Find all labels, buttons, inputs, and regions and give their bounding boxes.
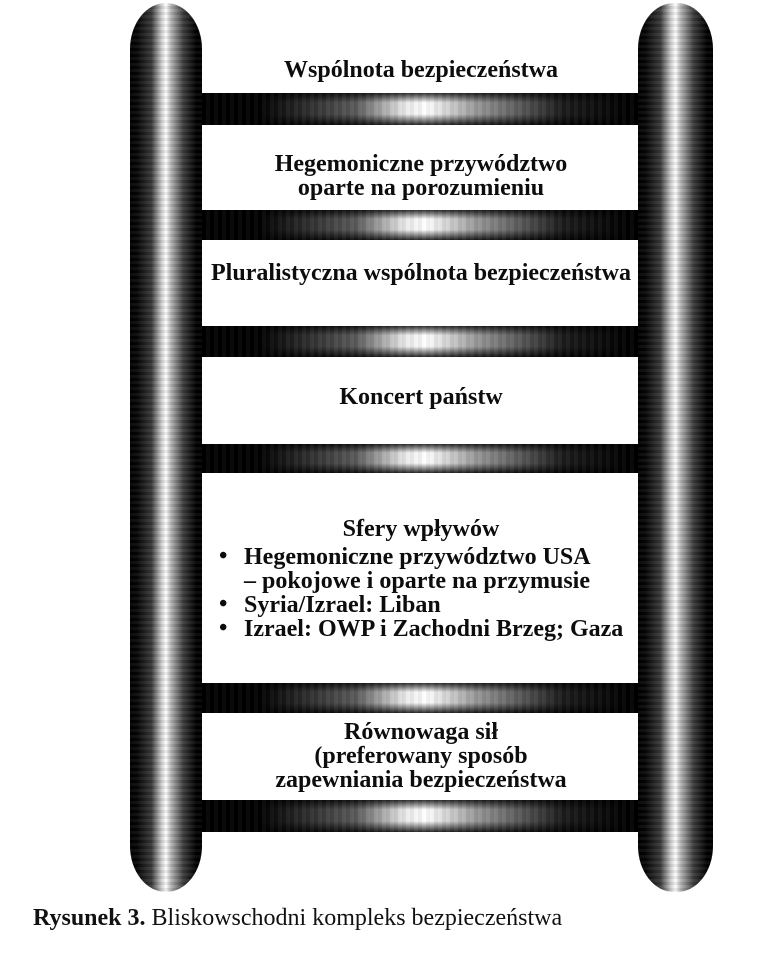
level-pluralistic-security-community <box>202 261 640 285</box>
bullet-text-line: Izrael: OWP i Zachodni Brzeg; Gaza <box>244 616 624 642</box>
level-heading: Sfery wpływów <box>342 516 500 542</box>
ladder-rung-3 <box>150 326 692 357</box>
bullet-text-line: Hegemoniczne przywództwo USA <box>244 544 591 570</box>
level-hegemonic-leadership <box>202 152 640 200</box>
ladder-rail-left <box>130 3 202 892</box>
level-spheres-of-influence <box>202 517 640 641</box>
level-concert-of-states <box>202 385 640 409</box>
ladder-rung-5 <box>150 683 692 713</box>
level-label-line: oparte na porozumieniu <box>297 175 545 201</box>
ladder-rung-2 <box>150 210 692 240</box>
level-label: Pluralistyczna wspólnota bezpieczeństwa <box>211 260 631 286</box>
ladder-rung-6 <box>150 800 692 832</box>
level-balance-of-power <box>202 720 640 792</box>
list-item <box>216 545 640 593</box>
level-label-line: Hegemoniczne przywództwo <box>274 151 568 177</box>
figure-caption-text: Bliskowschodni kompleks bezpieczeństwa <box>151 905 563 931</box>
figure-caption-label: Rysunek 3. <box>33 905 146 931</box>
list-item <box>216 593 640 617</box>
level-label-line: zapewniania bezpieczeństwa <box>275 767 567 793</box>
level-label-line: (preferowany sposób <box>314 743 528 769</box>
spheres-bullet-list <box>216 545 640 641</box>
level-security-community <box>202 58 640 82</box>
figure-caption <box>33 903 562 933</box>
bullet-icon: • <box>219 615 228 641</box>
level-label: Wspólnota bezpieczeństwa <box>284 57 558 83</box>
list-item <box>216 617 640 641</box>
ladder-rail-right <box>638 3 713 892</box>
bullet-icon: • <box>219 543 228 569</box>
bullet-icon: • <box>219 591 228 617</box>
level-label: Koncert państw <box>339 384 503 410</box>
bullet-text-line: – pokojowe i oparte na przymusie <box>244 568 590 594</box>
level-label-line: Równowaga sił <box>343 719 499 745</box>
ladder-rung-1 <box>150 93 692 125</box>
ladder-rung-4 <box>150 444 692 473</box>
bullet-text-line: Syria/Izrael: Liban <box>244 592 441 618</box>
